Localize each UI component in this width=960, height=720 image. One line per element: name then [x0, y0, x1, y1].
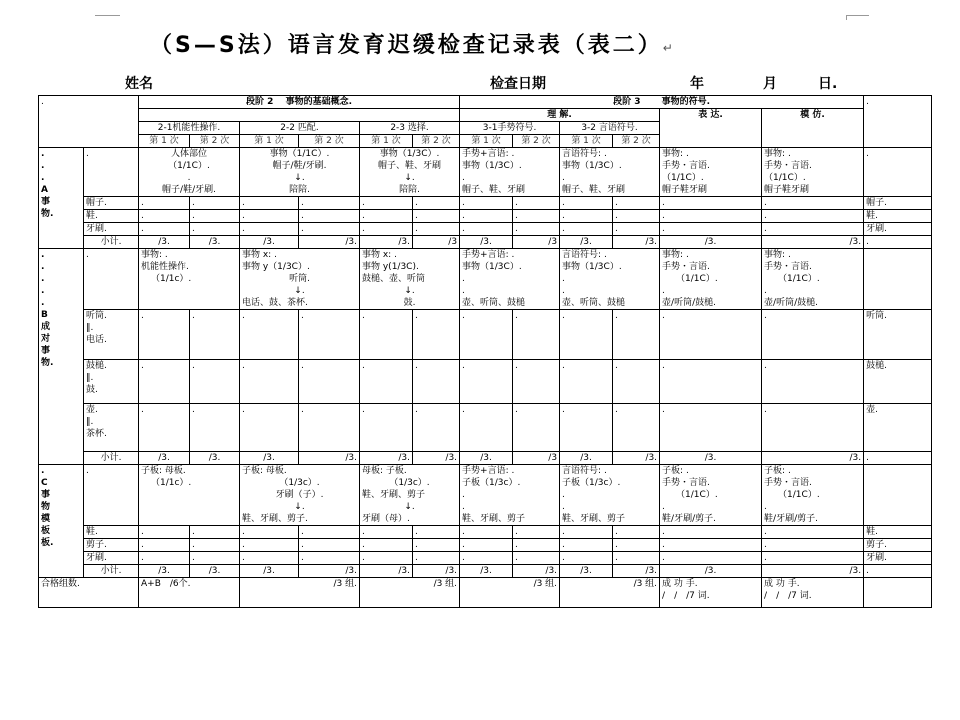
table-row: 鞋. . . . . . . . . . . . . 鞋.: [39, 526, 932, 539]
item-label-right: 鞋.: [864, 210, 932, 223]
a-desc-expression: 事物: . 手势・言语. （1/1C）. 帽子鞋牙刷: [660, 148, 762, 197]
page-corner-mark-right: [846, 15, 869, 20]
name-label: 姓名: [125, 76, 153, 92]
comprehension-header: 理 解.: [460, 109, 660, 122]
subtotal-row: 小计. /3. /3. /3. /3. /3. /3. /3. /3. /3. /3. /3. /3. .: [39, 565, 932, 578]
page-corner-mark-left: [95, 15, 120, 20]
item-label-right: 壶.: [864, 404, 932, 452]
imitation-header: 模 仿.: [762, 109, 864, 148]
a-desc-3-1: 手势+言语: . 事物（1/3C）. . 帽子、鞋、牙刷: [460, 148, 560, 197]
pass-group-2-3: /3 组.: [360, 578, 460, 608]
trial-2: 第 2 次: [613, 135, 660, 148]
item-label: 鞋.: [84, 210, 139, 223]
table-row: 剪子. . . . . . . . . . . . . 剪子.: [39, 539, 932, 552]
a-desc-imitation: 事物: . 手势・言语. （1/1C）. 帽子鞋牙刷: [762, 148, 864, 197]
return-mark: ↵: [662, 41, 673, 55]
item-label: 帽子.: [84, 197, 139, 210]
subtotal-label: 小计.: [84, 452, 139, 465]
pass-right-blank: [864, 578, 932, 608]
c-desc-expression: 子板: . 手势・言语. （1/1C）. . 鞋/牙刷/剪子.: [660, 465, 762, 526]
table-row: 鼓槌. ‖. 鼓. . . . . . . . . . . . . 鼓槌.: [39, 360, 932, 404]
b-desc-2-2: 事物 x: . 事物 y（1/3C）. 听筒. ↓. 电话、鼓、茶杯.: [240, 249, 360, 310]
section-c-item-blank: .: [84, 465, 139, 526]
c-desc-imitation: 子板: . 手势・言语. （1/1C）. . 鞋/牙刷/剪子.: [762, 465, 864, 526]
b-desc-imitation: 事物: . 手势・言语. （1/1C）. . 壶/听筒/鼓槌.: [762, 249, 864, 310]
a-desc-2-1: 人体部位 （1/1C）. . 帽子/鞋/牙刷.: [139, 148, 240, 197]
right-header-cell: .: [864, 96, 932, 148]
a-right-blank: .: [864, 148, 932, 197]
c-desc-3-2: 言语符号: . 子板（1/3c）. . . 鞋、牙刷、剪子: [560, 465, 660, 526]
pass-expression: 成 功 手. / / /7 词.: [660, 578, 762, 608]
trial-1: 第 1 次: [560, 135, 613, 148]
subtest-3-2: 3-2 言语符号.: [560, 122, 660, 135]
section-c-desc-row: [39, 465, 932, 526]
item-label-right: 牙刷.: [864, 223, 932, 236]
item-label-right: 鞋.: [864, 526, 932, 539]
stage-2-header: 段阶 2 事物的基础概念.: [139, 96, 460, 109]
b-desc-3-1: 手势+言语: . 事物（1/3C）. . . 壶、听筒、鼓槌: [460, 249, 560, 310]
table-row: 鞋. . . . . . . . . . . . . 鞋.: [39, 210, 932, 223]
month-label: 月: [763, 76, 777, 92]
subtest-2-3: 2-3 选择.: [360, 122, 460, 135]
trial-2: 第 2 次: [413, 135, 460, 148]
pass-group-3-2: /3 组.: [560, 578, 660, 608]
table-row: 帽子. . . . . . . . . . . . . 帽子.: [39, 197, 932, 210]
section-a-desc-row: [39, 148, 932, 197]
page-title: （S—S法）语言发育迟缓检查记录表（表二）↵: [150, 33, 673, 58]
item-label: 听筒. ‖. 电话.: [84, 310, 139, 360]
item-label-right: 牙刷.: [864, 552, 932, 565]
item-label-right: 听筒.: [864, 310, 932, 360]
section-b-desc-row: [39, 249, 932, 310]
item-label: 鼓槌. ‖. 鼓.: [84, 360, 139, 404]
item-label-right: 鼓槌.: [864, 360, 932, 404]
a-desc-3-2: 言语符号: . 事物（1/3C）. . 帽子、鞋、牙刷: [560, 148, 660, 197]
table-row: 牙刷. . . . . . . . . . . . . 牙刷.: [39, 552, 932, 565]
corner-cell: .: [39, 96, 139, 148]
c-right-blank: [864, 465, 932, 526]
item-label: 壶. ‖. 茶杯.: [84, 404, 139, 452]
c-desc-3-1: 手势+言语: . 子板（1/3c）. . . 鞋、牙刷、剪子: [460, 465, 560, 526]
stage-3-header: 段阶 3 事物的符号.: [460, 96, 864, 109]
pass-group-3-1: /3 组.: [460, 578, 560, 608]
table-row: 壶. ‖. 茶杯. . . . . . . . . . . . . 壶.: [39, 404, 932, 452]
pass-ab: A+B /6个.: [139, 578, 240, 608]
trial-1: 第 1 次: [360, 135, 413, 148]
trial-1: 第 1 次: [460, 135, 513, 148]
b-desc-2-1: 事物: . 机能性操作. （1/1c）.: [139, 249, 240, 310]
item-label: 牙刷.: [84, 223, 139, 236]
item-label: 牙刷.: [84, 552, 139, 565]
b-desc-3-2: 言语符号: . 事物（1/3C）. . . 壶、听筒、鼓槌: [560, 249, 660, 310]
c-desc-2-3: 母板: 子板. （1/3c）. 鞋、牙刷、剪子 ↓. 牙刷（母）.: [360, 465, 460, 526]
pass-count-row: [39, 578, 932, 608]
item-label-right: 剪子.: [864, 539, 932, 552]
section-c-label: . C 事 物 模 板 板.: [39, 465, 84, 578]
stage-2-blank: [139, 109, 460, 122]
trial-1: 第 1 次: [240, 135, 299, 148]
item-label: 鞋.: [84, 526, 139, 539]
c-desc-2-2: 子板: 母板. （1/3c）. 牙刷（子）. ↓. 鞋、牙刷、剪子.: [240, 465, 360, 526]
trial-1: 第 1 次: [139, 135, 190, 148]
b-right-blank: [864, 249, 932, 310]
a-desc-2-2: 事物（1/1C）. 帽子/鞋/牙刷. ↓. 陪陪.: [240, 148, 360, 197]
day-label: 日.: [818, 76, 838, 92]
date-label: 检查日期: [490, 76, 546, 92]
year-label: 年: [690, 76, 704, 92]
section-a-label: . . . A 事 物.: [39, 148, 84, 249]
section-b-label: . . . . . B 成 对 事 物.: [39, 249, 84, 465]
trial-2: 第 2 次: [299, 135, 360, 148]
item-label: 剪子.: [84, 539, 139, 552]
header-row-groups: [39, 109, 932, 122]
subtotal-row: 小计. /3. /3. /3. /3. /3. /3 /3. /3 /3. /3. /3. /3. .: [39, 236, 932, 249]
subtotal-row: 小计. /3. /3. /3. /3. /3. /3. /3. /3 /3. /3. /3. /3. .: [39, 452, 932, 465]
expression-header: 表 达.: [660, 109, 762, 148]
subtotal-label: 小计.: [84, 236, 139, 249]
record-table: [38, 95, 932, 608]
subtest-3-1: 3-1手势符号.: [460, 122, 560, 135]
pass-imitation: 成 功 手. / / /7 词.: [762, 578, 864, 608]
pass-count-label: 合格组数.: [39, 578, 139, 608]
b-desc-2-3: 事物 x: . 事物 y(1/3C). 鼓槌、壶、听筒 ↓. 鼓.: [360, 249, 460, 310]
subtest-2-2: 2-2 匹配.: [240, 122, 360, 135]
a-desc-2-3: 事物（1/3C）. 帽子、鞋、牙刷 ↓. 陪陪.: [360, 148, 460, 197]
pass-group-2-2: /3 组.: [240, 578, 360, 608]
header-row-stages: [39, 96, 932, 109]
subtotal-label: 小计.: [84, 565, 139, 578]
trial-2: 第 2 次: [190, 135, 240, 148]
b-desc-expression: 事物: . 手势・言语. （1/1C）. . 壶/听筒/鼓槌.: [660, 249, 762, 310]
subtest-2-1: 2-1机能性操作.: [139, 122, 240, 135]
section-b-item-blank: .: [84, 249, 139, 310]
trial-2: 第 2 次: [513, 135, 560, 148]
table-row: 听筒. ‖. 电话. . . . . . . . . . . . . 听筒.: [39, 310, 932, 360]
item-label-right: 帽子.: [864, 197, 932, 210]
section-a-item-blank: .: [84, 148, 139, 197]
table-row: 牙刷. . . . . . . . . . . . . 牙刷.: [39, 223, 932, 236]
c-desc-2-1: 子板: 母板. （1/1c）.: [139, 465, 240, 526]
